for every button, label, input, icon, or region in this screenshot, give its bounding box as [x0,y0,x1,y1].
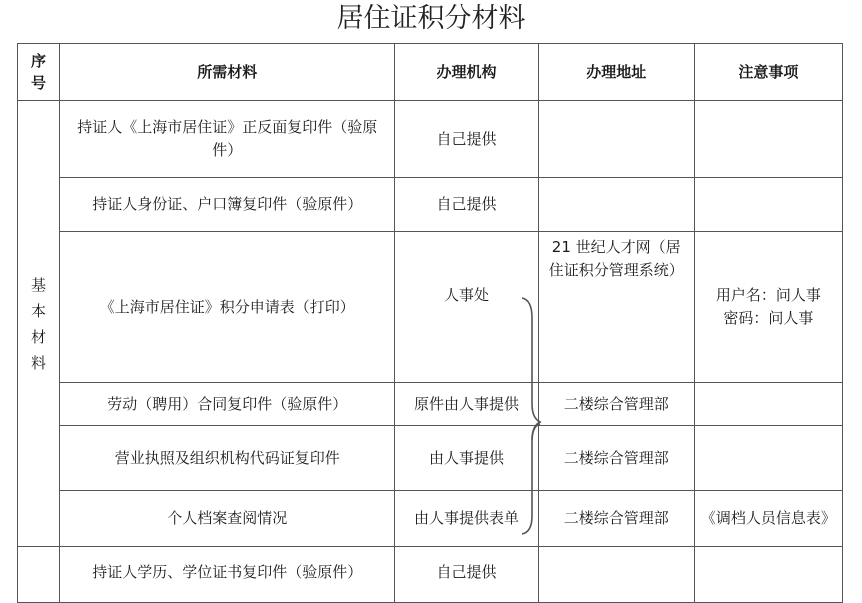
material-cell: 持证人身份证、户口簿复印件（验原件） [60,178,395,232]
material-cell: 持证人学历、学位证书复印件（验原件） [60,547,395,603]
address-cell: 二楼综合管理部 [538,426,694,491]
address-text: 21 世纪人才网（居住证积分管理系统） [548,238,684,279]
address-cell [538,101,694,178]
address-cell [538,178,694,232]
agency-cell: 自己提供 [395,101,538,178]
address-cell [538,232,694,383]
material-cell: 营业执照及组织机构代码证复印件 [60,426,395,491]
agency-cell: 原件由人事提供 [395,383,538,426]
header-no-line2: 号 [31,74,47,92]
header-materials: 所需材料 [60,44,395,101]
material-cell: 劳动（聘用）合同复印件（验原件） [60,383,395,426]
table-row [18,101,843,178]
material-cell: 个人档案查阅情况 [60,491,395,547]
notes-cell: 《调档人员信息表》 [694,491,842,547]
material-cell: 《上海市居住证》积分申请表（打印） [60,232,395,383]
agency-cell: 自己提供 [395,547,538,603]
table-row [18,426,843,491]
table-row [18,232,843,383]
header-no [18,44,60,101]
table-row [18,178,843,232]
category-char: 材 [31,327,47,346]
agency-cell: 人事处 [395,232,538,383]
agency-cell: 自己提供 [395,178,538,232]
address-cell: 二楼综合管理部 [538,383,694,426]
table-row [18,491,843,547]
header-no-line1: 序 [31,52,47,70]
materials-table [17,43,843,603]
agency-cell: 由人事提供 [395,426,538,491]
document-title: 居住证积分材料 [336,3,526,34]
notes-password: 密码：问人事 [723,309,814,327]
address-cell: 二楼综合管理部 [538,491,694,547]
category-cell [18,101,60,547]
header-row [18,44,843,101]
header-agency: 办理机构 [395,44,538,101]
header-notes: 注意事项 [694,44,842,101]
notes-cell [694,178,842,232]
agency-cell: 由人事提供表单 [395,491,538,547]
notes-cell [694,232,842,383]
category-char: 料 [31,353,47,372]
notes-cell [694,426,842,491]
notes-cell [694,383,842,426]
category-char: 基 [31,275,47,294]
notes-username: 用户名：问人事 [715,286,821,304]
notes-cell [694,101,842,178]
header-address: 办理地址 [538,44,694,101]
table-row [18,383,843,426]
category-char: 本 [31,301,47,320]
material-cell: 持证人《上海市居住证》正反面复印件（验原件） [60,101,395,178]
